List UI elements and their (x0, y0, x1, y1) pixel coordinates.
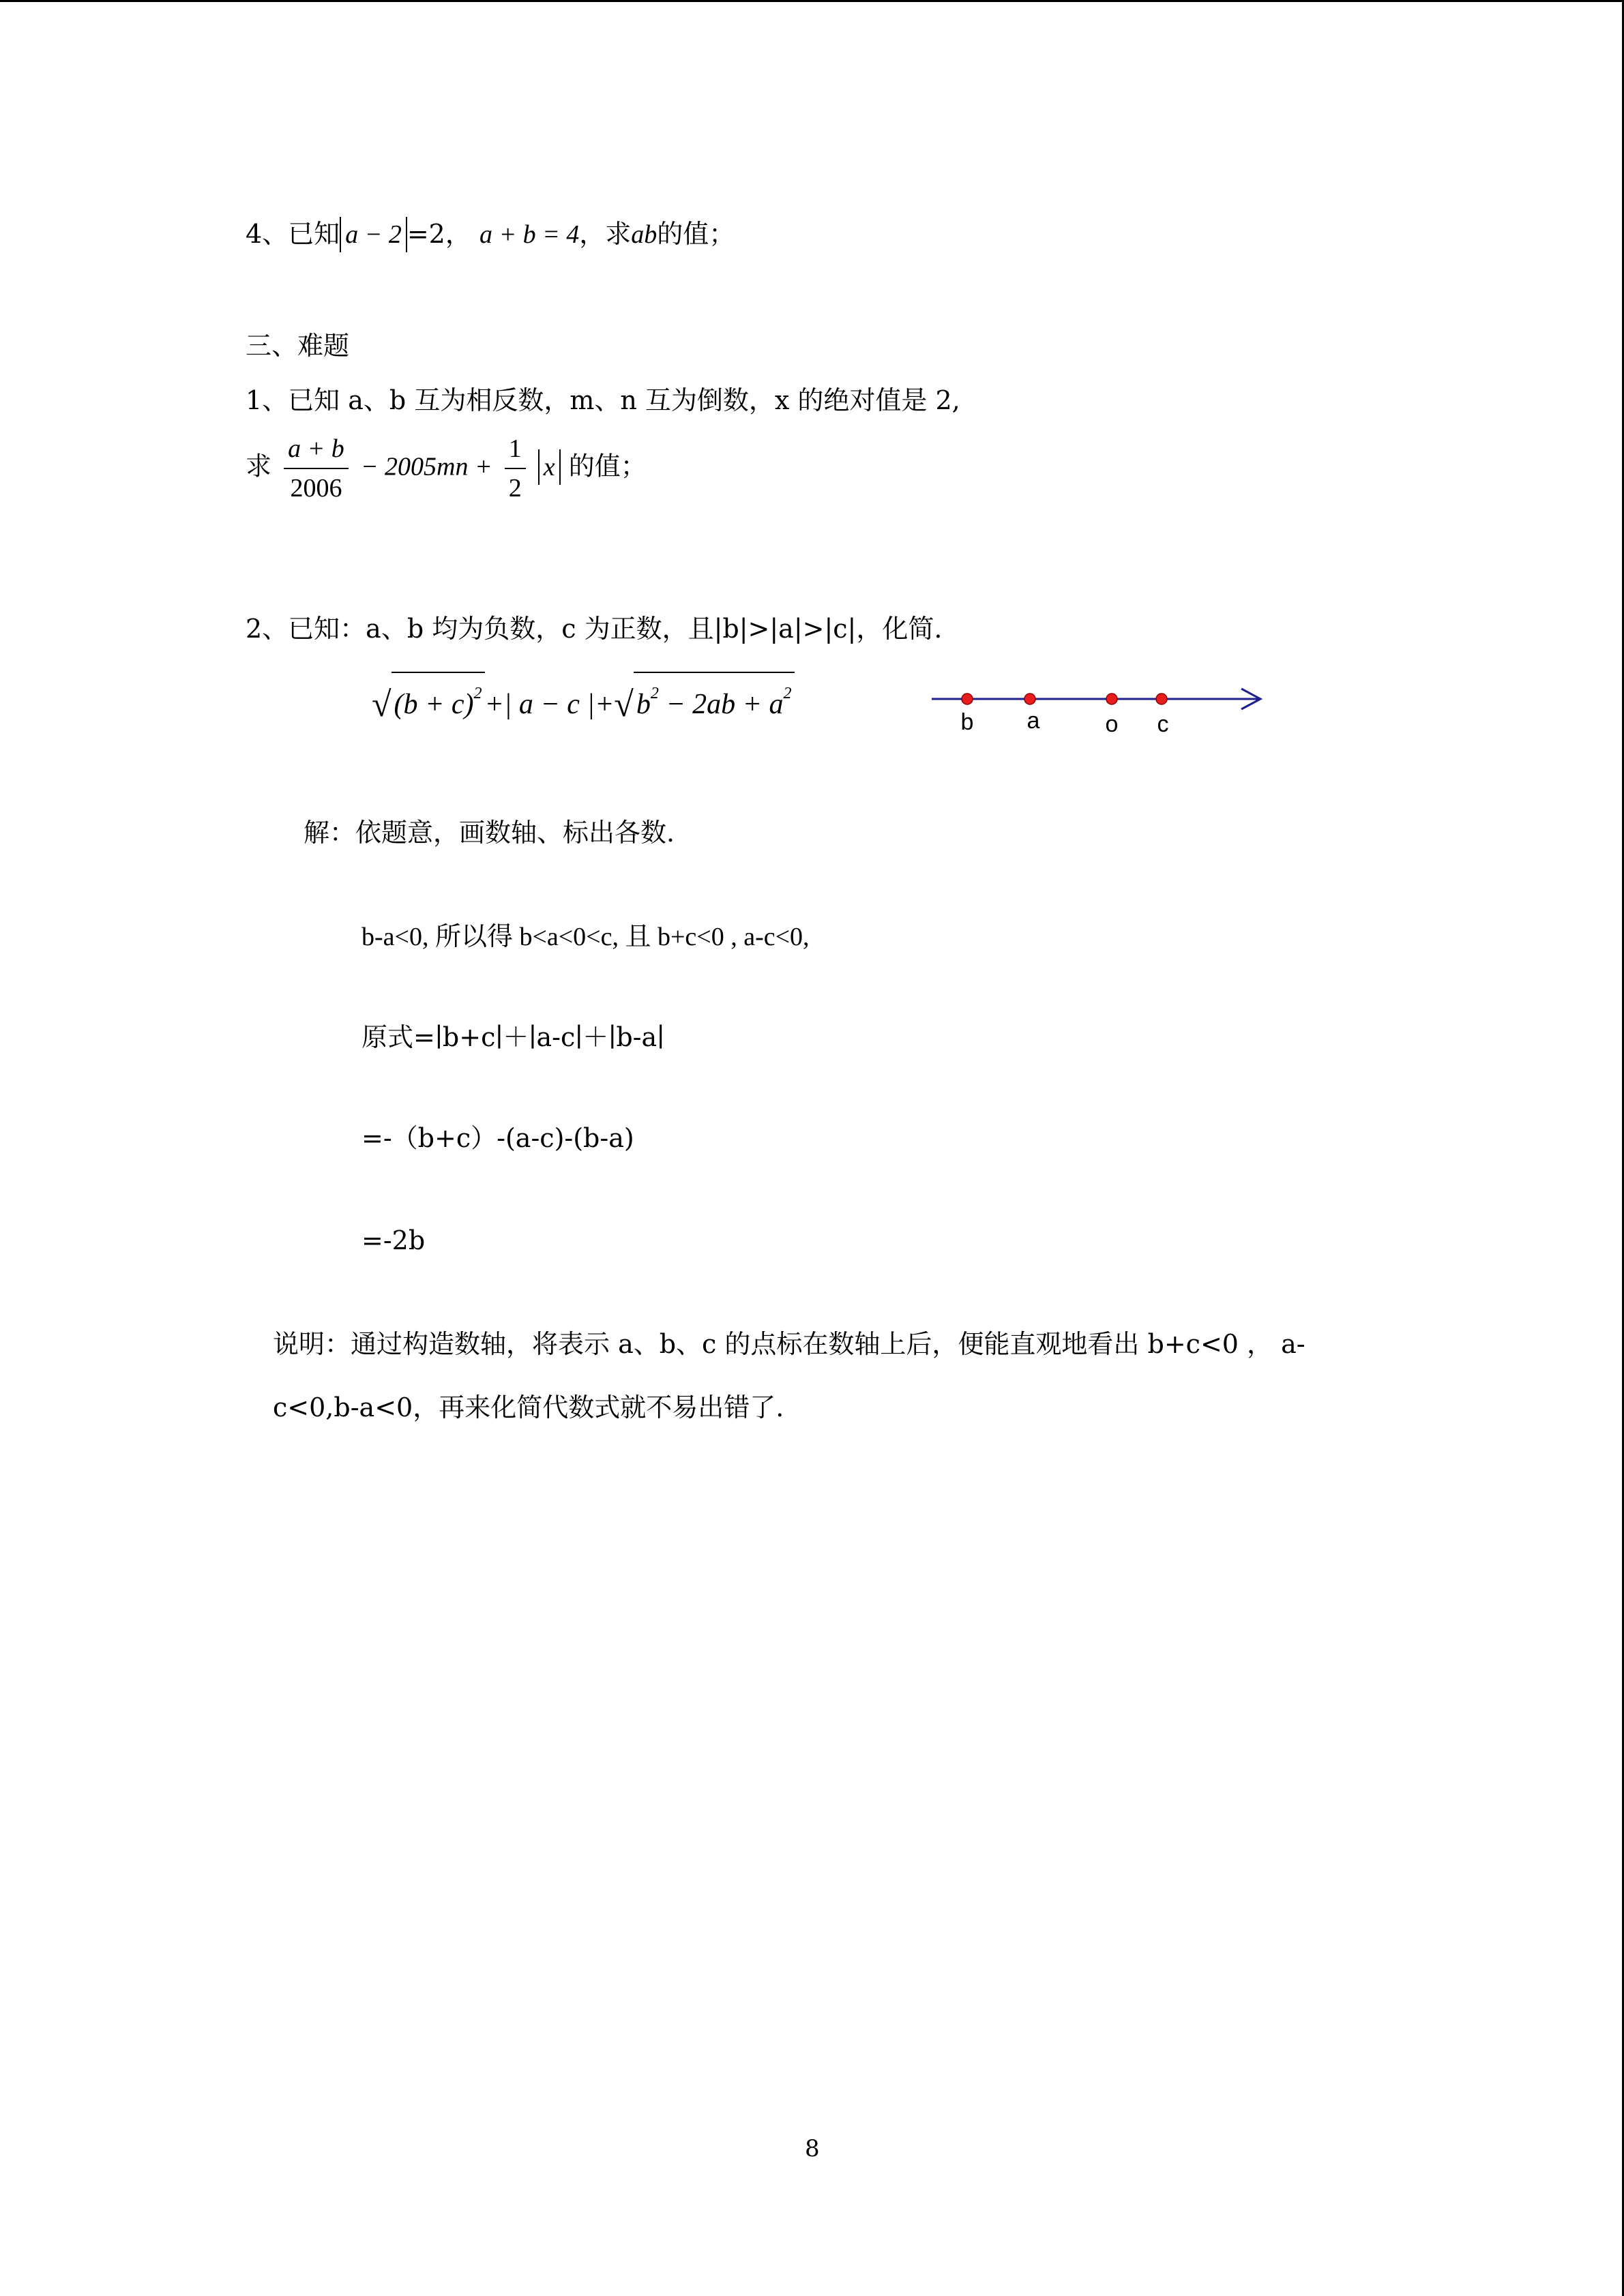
sqrt-expression (372, 672, 795, 726)
problem-4-ask: ，求 (579, 219, 632, 249)
label-b: b (960, 709, 974, 735)
fraction-denominator: 2006 (290, 474, 342, 503)
solution-intro: 解：依题意，画数轴、标出各数. (304, 818, 675, 848)
label-a: a (1027, 708, 1040, 734)
label-o: o (1105, 711, 1119, 737)
plus-2: + (594, 689, 615, 720)
section-title: 三、难题 (246, 331, 350, 361)
page-number: 8 (805, 2135, 820, 2162)
fraction-half (505, 430, 526, 507)
problem-4-eq: =2， (407, 219, 471, 249)
half-numerator: 1 (505, 430, 526, 469)
note-line-1: 说明：通过构造数轴，将表示 a、b、c 的点标在数轴上后，便能直观地看出 b+c<0 ， a- (273, 1329, 1305, 1359)
fraction-a-plus-b (284, 430, 349, 507)
problem-4-prefix: 4、已知 (246, 219, 340, 249)
abs-expression: a − 2 (340, 217, 407, 252)
middle-term: − 2005mn + (360, 452, 492, 481)
sqrt-2-rest: − 2ab + a (658, 689, 784, 720)
fraction-numerator: a + b (284, 430, 349, 469)
problem-4 (246, 217, 735, 252)
exponent-3: 2 (783, 685, 792, 702)
sqrt-2-b: b (636, 689, 651, 720)
solution-step-3: =-（b+c）-(a-c)-(b-a) (361, 1123, 634, 1153)
number-line (928, 682, 1269, 743)
plus-1: + (484, 689, 504, 720)
hard-1-suffix: 的值； (568, 451, 647, 481)
hard-1-line1: 1、已知 a、b 互为相反数，m、n 互为倒数，x 的绝对值是 2, (246, 385, 960, 415)
problem-4-suffix: 的值； (657, 219, 735, 249)
point-b (962, 694, 973, 704)
hard-1-ask: 求 (246, 451, 272, 481)
abs-x: x (538, 449, 561, 485)
note-line-2: c<0,b-a<0，再来化简代数式就不易出错了. (273, 1392, 784, 1422)
point-o (1106, 694, 1117, 704)
solution-step-1: b-a<0, 所以得 b<a<0<c, 且 b+c<0 , a-c<0, (361, 923, 810, 951)
sqrt-body-1 (392, 672, 485, 725)
exponent-2: 2 (650, 685, 659, 702)
hard-1-expression (246, 430, 647, 507)
hard-2-line1: 2、已知：a、b 均为负数，c 为正数，且|b|>|a|>|c|，化简. (246, 614, 943, 644)
radical-sign-2: √ (614, 685, 634, 724)
ab-term: ab (631, 220, 658, 249)
point-c (1156, 694, 1167, 704)
top-border (0, 0, 1624, 2)
half-denominator: 2 (508, 474, 522, 503)
sqrt-1-text: (b + c) (394, 689, 474, 720)
solution-step-2: 原式=∣b+c∣＋∣a-c∣＋∣b-a∣ (361, 1022, 665, 1052)
label-c: c (1157, 711, 1169, 737)
sqrt-body-2 (634, 672, 795, 725)
radical-sign: √ (372, 685, 392, 724)
sum-equation: a + b = 4 (479, 220, 580, 249)
point-a (1024, 694, 1035, 704)
abs-a-minus-c: | a − c | (503, 689, 595, 720)
solution-step-4: =-2b (361, 1225, 426, 1255)
exponent-1: 2 (473, 685, 482, 702)
